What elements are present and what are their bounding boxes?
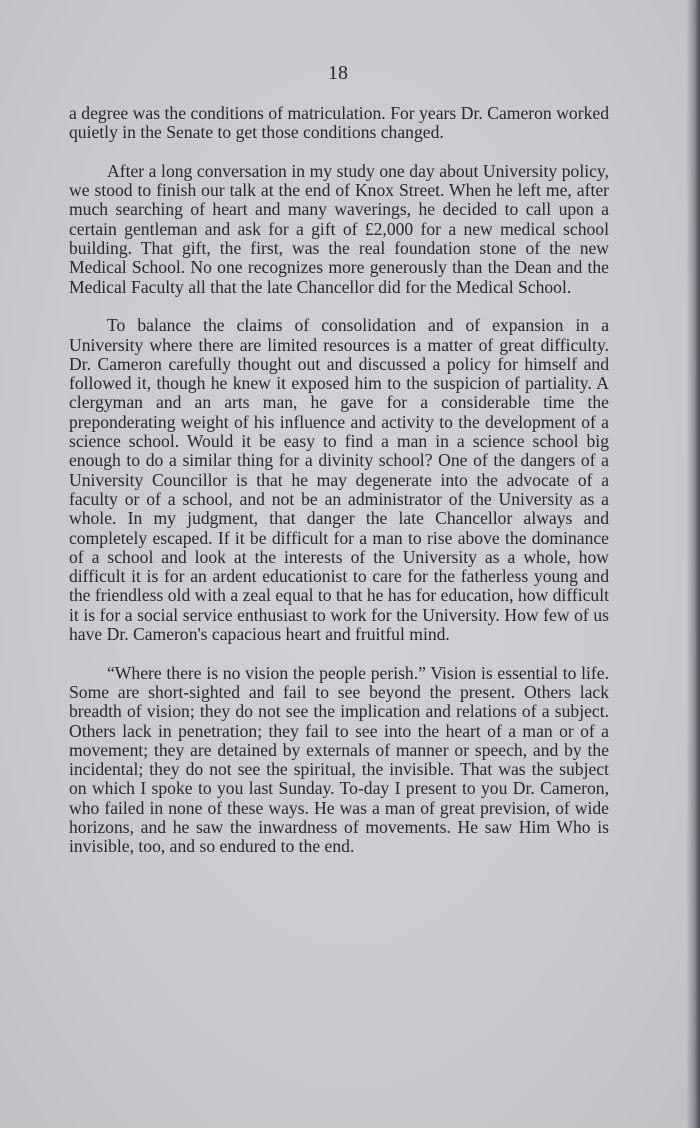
paragraph-3: To balance the claims of consolidation and of expansion in a University where there are limited resources is a matter of great difficulty. Dr. Cameron carefully thought out and discussed a policy for himself and followed it, though he knew it exposed him to the suspicion of partiality. A clergyman and an arts man, he gave for a considerable time the preponderating weight of his influence and activity to the development of a science school. Would it be easy to find a man in a science school big enough to do a similar thing for a divinity school? One of the dangers of a University Councillor is that he may degenerate into the advocate of a faculty or of a school, and not be an administrator of the University as a whole. In my judgment, that danger the late Chancellor always and completely escaped. If it be difficult for a man to rise above the dominance of a school and look at the interests of the University as a whole, how difficult it is for an ardent educationist to care for the fatherless young and the friendless old with a zeal equal to that he has for education, how difficult it is for a social service enthusiast to work for the University. How few of us have Dr. Cameron's capacious heart and fruitful mind. (69, 315, 609, 645)
paragraph-4: “Where there is no vision the people perish.” Vision is essential to life. Some are short-sighted and fail to see beyond the present. Others lack breadth of vision; they do not see the implication and relations of a subject. Others lack in penetration; they fail to see into the heart of a man or of a movement; they are detained by externals of manner or speech, and by the incidental; they do not see the spiritual, the invisible. That was the subject on which I spoke to you last Sunday. To-day I present to you Dr. Cameron, who failed in none of these ways. He was a man of great prevision, of wide horizons, and he saw the inwardness of movements. He saw Him Who is invisible, too, and so endured to the end. (69, 662, 609, 857)
paragraph-2: After a long conversation in my study one day about University policy, we stood to finish our talk at the end of Knox Street. When he left me, after much searching of heart and many waverings, he decided to call upon a certain gentleman and ask for a gift of £2,000 for a new medical school building. That gift, the first, was the real foundation stone of the new Medical School. No one recognizes more generously than the Dean and the Medical Faculty all that the late Chancellor did for the Medical School. (69, 160, 609, 297)
page-number: 18 (328, 62, 348, 84)
body-text (69, 104, 609, 876)
page-edge-shadow (686, 0, 700, 1128)
paragraph-1: a degree was the conditions of matriculation. For years Dr. Cameron worked quietly in the Senate to get those conditions changed. (69, 103, 609, 143)
